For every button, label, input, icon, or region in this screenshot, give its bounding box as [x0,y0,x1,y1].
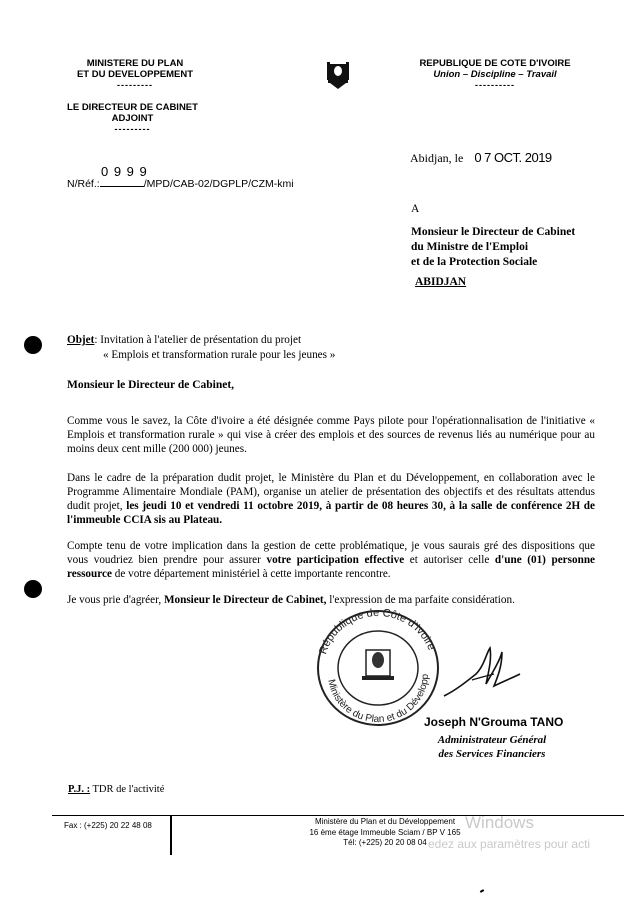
recipient-block [411,225,575,270]
activation-watermark: Windows [465,813,534,832]
attachment [68,784,164,795]
coat-of-arms-icon [326,60,350,90]
national-motto: Union – Discipline – Travail [433,69,557,80]
closing-text: Je vous prie d'agréer, [67,594,164,606]
office-header [65,102,200,135]
recipient-line1: Monsieur le Directeur de Cabinet [411,226,576,238]
separator: --------- [114,124,151,134]
separator: ---------- [475,80,515,90]
stamp-emblem-icon [362,650,394,680]
signatory-title-line1: Administrateur Général [437,734,547,746]
footer-divider [170,815,172,855]
signatory-title-line2: des Services Financiers [438,748,546,760]
salutation: Monsieur le Directeur de Cabinet, [67,379,235,391]
subject-label: Objet [67,334,95,346]
paragraph-2-dates: les jeudi 10 et vendredi 11 octobre 2019, à partir de 08 heures 30, à la salle de conférence 2H de l'immeuble CCIA sis au Plateau. [67,500,595,526]
punch-hole [24,336,42,354]
signatory-title [427,733,557,761]
paragraph-2 [67,471,595,527]
office-line1: LE DIRECTEUR DE CABINET [67,102,198,113]
reference-label: N/Réf.: [67,178,100,190]
paragraph-3-emphasis: votre participation effective [266,554,405,566]
footer-line1: Ministère du Plan et du Développement [314,817,456,826]
place-date [410,150,552,166]
recipient-city: ABIDJAN [415,276,467,288]
punch-hole [24,580,42,598]
closing-emphasis: Monsieur le Directeur de Cabinet, [163,594,327,606]
recipient-line3: et de la Protection Sociale [411,256,538,268]
paragraph-1: Comme vous le savez, la Côte d'ivoire a été désignée comme Pays pilote pour l'opérationnalisation de l'initiative « Emplois et transformation rurale » qui vise à créer des emplois et des sources de revenus liés au numérique pour au moins deux cent mille (200 000) jeunes. [67,415,595,455]
reference-number: 0 9 9 9 [101,164,148,179]
stamp-top-text: République de Côte d'Ivoire [317,606,438,656]
subject-line1: : Invitation à l'atelier de présentation du projet [94,334,302,346]
date-stamp: 0 7 OCT. 2019 [474,150,552,165]
republic-header [405,58,585,91]
place: Abidjan, le [410,151,464,165]
signature-icon [442,638,522,708]
footer-line2: 16 ème étage Immeuble Sciam / BP V 165 [309,827,461,837]
signatory-name: Joseph N'Grouma TANO [424,715,564,729]
scan-artifact [480,889,484,893]
activation-settings-text: edez aux paramètres pour acti [428,837,591,851]
paragraph-3 [67,539,595,581]
official-stamp [312,604,444,728]
paragraph-3-text: et autoriser celle [404,554,495,566]
ministry-name-line1: MINISTERE DU PLAN [86,58,184,69]
recipient-line2: du Ministre de l'Emploi [411,241,529,253]
footer-line3: Tél: (+225) 20 20 08 04 [343,838,427,847]
office-line2: ADJOINT [111,113,154,124]
subject-line2: « Emplois et transformation rurale pour les jeunes » [103,349,336,361]
attachment-text: TDR de l'activité [92,784,165,795]
paragraph-3-emphasis: d'une (01) personne ressource [67,554,596,580]
paragraph-3-text: de votre département ministériel à cette importante rencontre. [111,568,391,580]
ministry-name-line2: ET DU DEVELOPPEMENT [76,69,194,80]
reference-line [67,178,294,190]
reference-code: /MPD/CAB-02/DGPLP/CZM-kmi [143,178,294,190]
subject-block [67,333,335,363]
closing-text: l'expression de ma parfaite considération. [326,594,515,606]
footer-rule [52,815,624,816]
ministry-header [75,58,195,91]
stamp-bottom-text: Ministère du Plan et du Développ [325,673,432,726]
separator: --------- [117,80,153,90]
recipient-prefix: A [411,203,420,215]
paragraph-2-text: Dans le cadre de la préparation dudit projet, le Ministère du Plan et du Développement, en collaboration avec le Programme Alimentaire Mondiale (PAM), organise un atelier de présentation des objectifs et des résultats attendus dudit projet, [67,472,595,512]
paragraph-3-text: Compte tenu de votre implication dans la gestion de cette problématique, je vous saurais gré des dispositions que vous voudriez bien prendre pour assurer [67,540,595,566]
attachment-label: P.J. : [68,784,91,795]
country-name: REPUBLIQUE DE COTE D'IVOIRE [419,58,571,69]
footer-fax: Fax : (+225) 20 22 48 08 [64,821,152,830]
